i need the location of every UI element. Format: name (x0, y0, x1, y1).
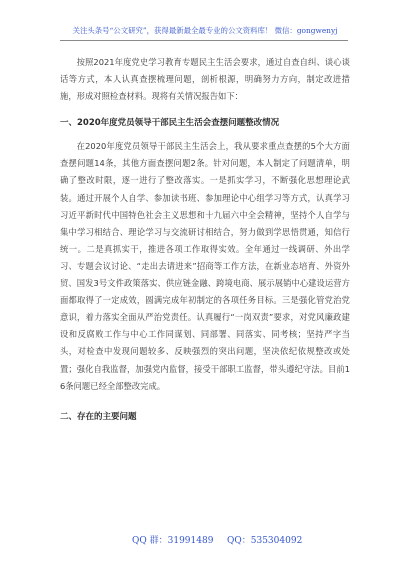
footer-qq: QQ：535304092 (227, 536, 303, 546)
section-1-paragraph: 在2020年度党员领导干部民主生活会上，我从要求重点查摆的5个大方面查摆问题14条，其他方面查摆问题2条。针对问题，本人制定了问题清单，明确了整改时限，逐一进行了整改落实。一是抓实学习，不断强化思想理论武装。通过开展个人自学、参加读书班、参加理论中心组学习等方式，认真学习习近平新时代中国特色社会主义思想和十九届六中全会精神，坚持个人自学与集中学习相结合、理论学习与交流研讨相结合，努力做到学思悟贯通，知信行统一。二是真抓实干，推进各项工作取得实效。全年通过一线调研、外出学习、专题会议讨论、“走出去请进来”招商等工作方法，在新业态培育、外资外贸、国发3号文件政策落实、供应链金融、跨境电商、展示展销中心建设运营方面都取得了一定成效，圆满完成年初制定的各项任务目标。三是强化管党治党意识，着力落实全面从严治党责任。认真履行“一岗双责”要求，对党风廉政建设和反腐败工作与中心工作同谋划、同部署、同落实、同考核；坚持严字当头，对检查中发现问题较多、反映强烈的突出问题，坚决依纪依规整改或处置；强化自我监督，加强党内监督，接受干部职工监督，带头遵纪守法。目前16条问题已经全部整改完成。 (60, 141, 350, 391)
header-banner: 关注头条号“公文研究”，获得最新最全最专业的公文资料库！ 微信：gongwenyj (72, 26, 338, 35)
footer-qq-group: QQ 群：31991489 (132, 536, 214, 546)
footer-contact (60, 534, 350, 548)
spacer (60, 395, 350, 409)
document-body (60, 54, 350, 426)
spacer (60, 105, 350, 115)
header-divider (60, 40, 348, 41)
section-1-heading: 一、2020年度党员领导干部民主生活会查摆问题整改情况 (60, 118, 280, 129)
intro-paragraph: 按照2021年度党史学习教育专题民主生活会要求，通过自查自纠、谈心谈话等方式，本人认真查摆梳理问题，剖析根源，明确努力方向，制定改进措施，形成对照检查材料。现将有关情况报告如下： (60, 57, 350, 102)
section-2-heading: 二、存在的主要问题 (60, 411, 137, 422)
